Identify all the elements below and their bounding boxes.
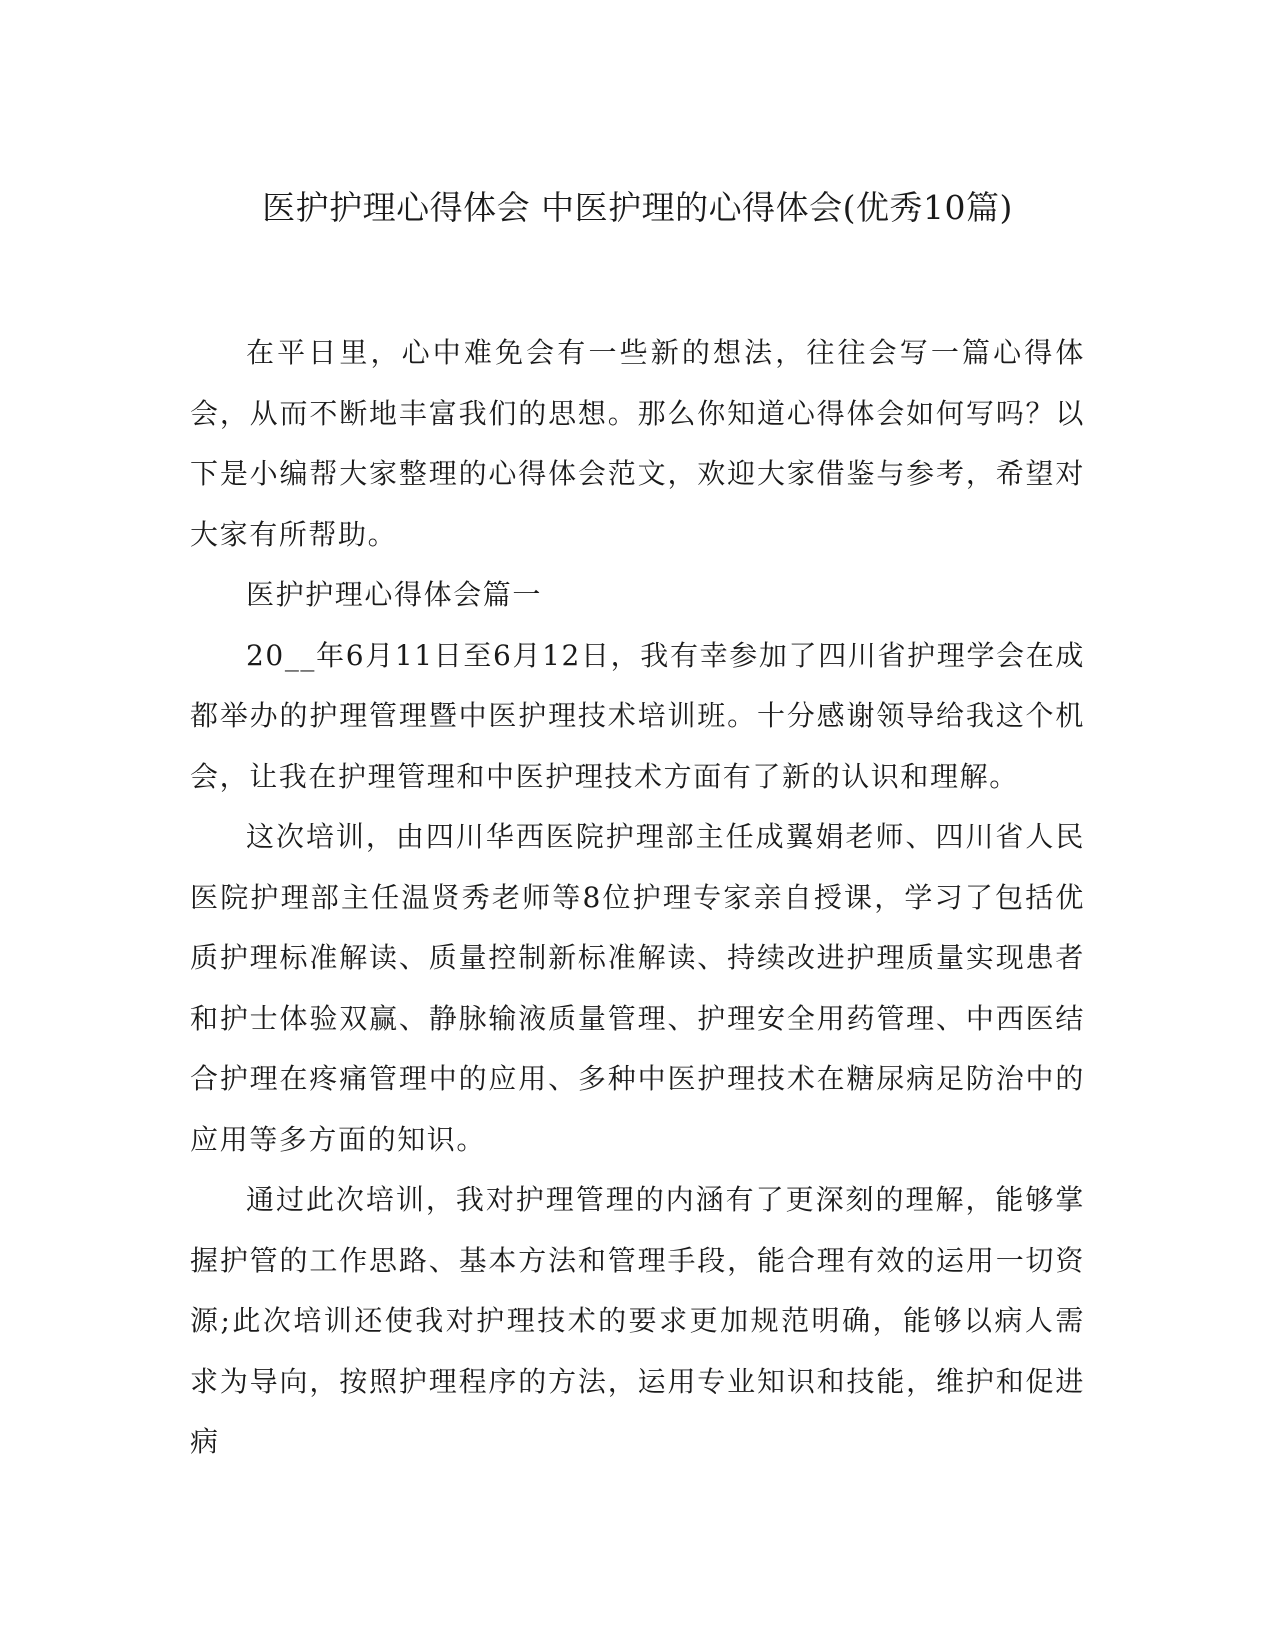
body-paragraph: 20__年6月11日至6月12日，我有幸参加了四川省护理学会在成都举办的护理管理暨中医护理技术培训班。十分感谢领导给我这个机会，让我在护理管理和中医护理技术方面有了新的认识和理解。 [190, 638, 1085, 793]
body-paragraph: 通过此次培训，我对护理管理的内涵有了更深刻的理解，能够掌握护管的工作思路、基本方法和管理手段，能合理有效的运用一切资源;此次培训还使我对护理技术的要求更加规范明确，能够以病人需求为导向，按照护理程序的方法，运用专业知识和技能，维护和促进病 [190, 1183, 1085, 1458]
intro-paragraph: 在平日里，心中难免会有一些新的想法，往往会写一篇心得体会，从而不断地丰富我们的思想。那么你知道心得体会如何写吗？以下是小编帮大家整理的心得体会范文，欢迎大家借鉴与参考，希望对大家有所帮助。 [190, 336, 1085, 551]
section-heading: 医护护理心得体会篇一 [246, 578, 543, 611]
document-body [190, 323, 1085, 1473]
document-title: 医护护理心得体会 中医护理的心得体会(优秀10篇) [262, 188, 1013, 227]
body-paragraph: 这次培训，由四川华西医院护理部主任成翼娟老师、四川省人民医院护理部主任温贤秀老师等8位护理专家亲自授课，学习了包括优质护理标准解读、质量控制新标准解读、持续改进护理质量实现患者和护士体验双赢、静脉输液质量管理、护理安全用药管理、中西医结合护理在疼痛管理中的应用、多种中医护理技术在糖尿病足防治中的应用等多方面的知识。 [190, 820, 1085, 1156]
